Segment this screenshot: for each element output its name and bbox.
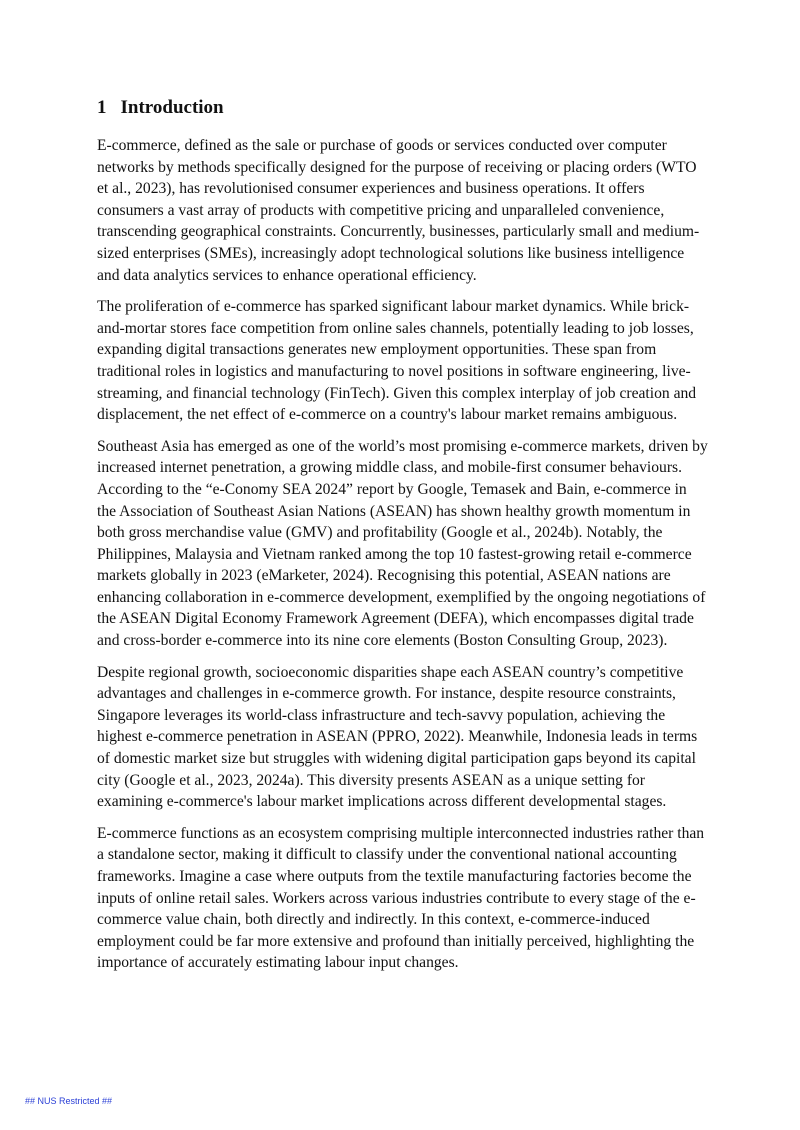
paragraph-3: Southeast Asia has emerged as one of the world’s most promising e-commerce markets, driven by increased internet penetration, a growing middle class, and mobile-first consumer behaviours. According to the “e-Conomy SEA 2024” report by Google, Temasek and Bain, e-commerce in the Association of Southeast Asian Nations (ASEAN) has shown healthy growth momentum in both gross merchandise value (GMV) and profitability (Google et al., 2024b). Notably, the Philippines, Malaysia and Vietnam ranked among the top 10 fastest-growing retail e-commerce markets globally in 2023 (eMarketer, 2024). Recognising this potential, ASEAN nations are enhancing collaboration in e-commerce development, exemplified by the ongoing negotiations of the ASEAN Digital Economy Framework Agreement (DEFA), which encompasses digital trade and cross-border e-commerce into its nine core elements (Boston Consulting Group, 2023). bbox=[97, 437, 708, 650]
section-heading bbox=[97, 94, 709, 122]
paragraph-2: The proliferation of e-commerce has sparked significant labour market dynamics. While brick-and-mortar stores face competition from online sales channels, potentially leading to job losses, expanding digital transactions generates new employment opportunities. These span from traditional roles in logistics and manufacturing to novel positions in software engineering, live-streaming, and financial technology (FinTech). Given this complex interplay of job creation and displacement, the net effect of e-commerce on a country's labour market remains ambiguous. bbox=[97, 298, 697, 424]
section-title: Introduction bbox=[120, 97, 224, 118]
paragraph-4: Despite regional growth, socioeconomic disparities shape each ASEAN country’s competitive advantages and challenges in e-commerce growth. For instance, despite resource constraints, Singapore leverages its world-class infrastructure and tech-savvy population, achieving the highest e-commerce penetration in ASEAN (PPRO, 2022). Meanwhile, Indonesia leads in terms of domestic market size but struggles with widening digital participation gaps beyond its capital city (Google et al., 2023, 2024a). This diversity presents ASEAN as a unique setting for examining e-commerce's labour market implications across different developmental stages. bbox=[97, 663, 698, 811]
paragraph-1: E-commerce, defined as the sale or purchase of goods or services conducted over computer networks by methods specifically designed for the purpose of receiving or placing orders (WTO et al., 2023), has revolutionised consumer experiences and business operations. It offers consumers a vast array of products with competitive pricing and unparalleled convenience, transcending geographical constraints. Concurrently, businesses, particularly small and medium-sized enterprises (SMEs), increasingly adopt technological solutions like business intelligence and data analytics services to enhance operational efficiency. bbox=[97, 137, 700, 284]
paragraph-5: E-commerce functions as an ecosystem comprising multiple interconnected industries rather than a standalone sector, making it difficult to classify under the conventional national accounting frameworks. Imagine a case where outputs from the textile manufacturing factories become the inputs of online retail sales. Workers across various industries contribute to every stage of the e-commerce value chain, both directly and indirectly. In this context, e-commerce-induced employment could be far more extensive and profound than initially perceived, highlighting the importance of accurately estimating labour input changes. bbox=[97, 824, 705, 972]
document-page bbox=[97, 94, 709, 984]
section-number: 1 bbox=[97, 97, 107, 118]
classification-footer: ## NUS Restricted ## bbox=[25, 1096, 113, 1106]
